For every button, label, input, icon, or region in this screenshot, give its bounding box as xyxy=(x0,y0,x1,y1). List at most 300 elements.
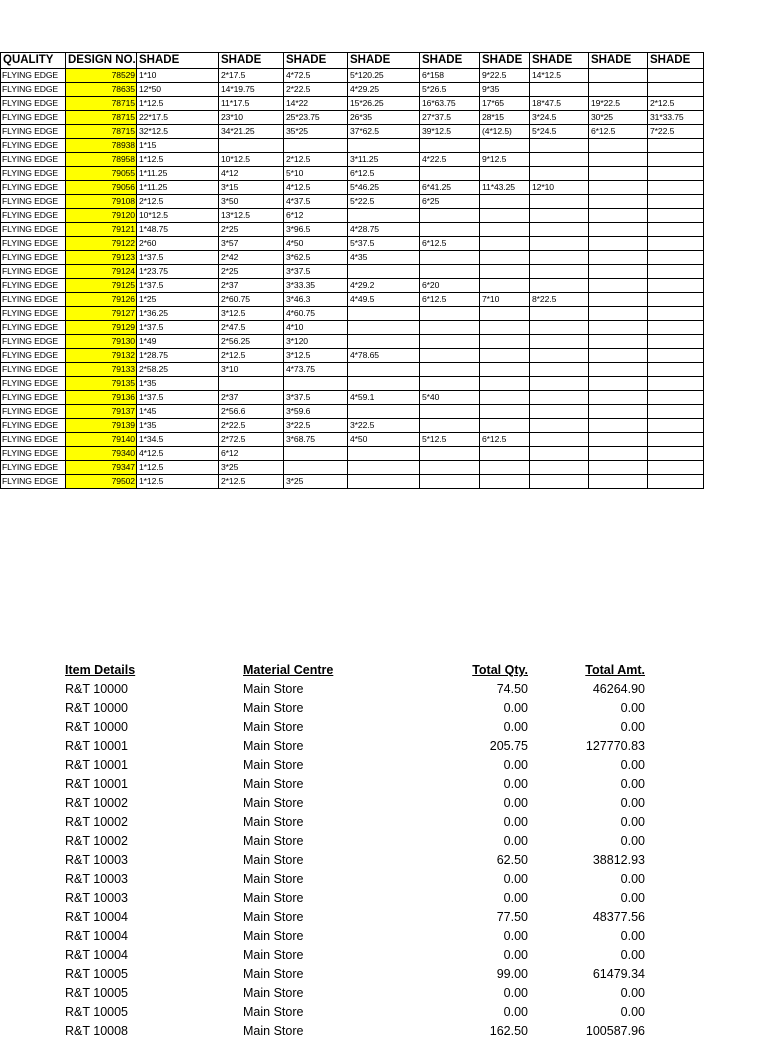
shade-cell xyxy=(589,475,648,489)
shade-cell: 5*10 xyxy=(284,167,348,181)
table-row xyxy=(1,447,704,461)
item-details-cell: R&T 10003 xyxy=(65,891,129,905)
shade-cell: 1*25 xyxy=(137,293,219,307)
header-shade: SHADE xyxy=(589,53,648,69)
shade-cell: 2*37 xyxy=(219,391,284,405)
total-qty-cell: 0.00 xyxy=(503,872,528,886)
shade-cell: 2*22.5 xyxy=(219,419,284,433)
table-row xyxy=(1,335,704,349)
shade-cell xyxy=(480,237,530,251)
report-row xyxy=(0,831,768,850)
material-centre-cell: Main Store xyxy=(243,777,304,791)
shade-cell xyxy=(589,447,648,461)
shade-cell xyxy=(420,167,480,181)
total-amt-cell: 0.00 xyxy=(620,1005,645,1019)
shade-cell xyxy=(648,419,704,433)
total-qty-cell: 0.00 xyxy=(503,777,528,791)
shade-cell xyxy=(420,419,480,433)
table-row xyxy=(1,83,704,97)
shade-cell: 1*12.5 xyxy=(137,97,219,111)
report-row xyxy=(0,812,768,831)
shade-cell xyxy=(348,377,420,391)
table-row xyxy=(1,97,704,111)
shade-cell xyxy=(480,405,530,419)
item-details-cell: R&T 10001 xyxy=(65,777,129,791)
header-shade: SHADE xyxy=(219,53,284,69)
shade-cell xyxy=(648,405,704,419)
shade-cell xyxy=(348,321,420,335)
table-row xyxy=(1,125,704,139)
shade-cell xyxy=(648,251,704,265)
table-row xyxy=(1,265,704,279)
item-details-cell: R&T 10002 xyxy=(65,796,129,810)
shade-cell xyxy=(480,195,530,209)
total-qty-cell: 62.50 xyxy=(496,853,528,867)
quality-cell: FLYING EDGE xyxy=(1,97,66,111)
table-row xyxy=(1,293,704,307)
item-details-cell: R&T 10001 xyxy=(65,758,129,772)
report-row xyxy=(0,964,768,983)
total-qty-cell: 0.00 xyxy=(503,834,528,848)
shade-cell xyxy=(648,209,704,223)
header-shade: SHADE xyxy=(348,53,420,69)
shade-cell xyxy=(348,139,420,153)
design-no-cell: 78715 xyxy=(66,111,137,125)
shade-cell xyxy=(589,139,648,153)
total-amt-cell: 0.00 xyxy=(620,834,645,848)
total-qty-cell: 0.00 xyxy=(503,948,528,962)
shade-cell: 4*12.5 xyxy=(284,181,348,195)
shade-cell xyxy=(589,363,648,377)
shade-cell: 2*12.5 xyxy=(284,153,348,167)
material-centre-cell: Main Store xyxy=(243,929,304,943)
shade-cell xyxy=(648,307,704,321)
shade-cell: 1*15 xyxy=(137,139,219,153)
total-amt-cell: 0.00 xyxy=(620,986,645,1000)
shade-cell xyxy=(530,153,589,167)
quality-cell: FLYING EDGE xyxy=(1,83,66,97)
shade-cell: 9*35 xyxy=(480,83,530,97)
quality-cell: FLYING EDGE xyxy=(1,223,66,237)
shade-cell xyxy=(648,237,704,251)
shade-cell: 1*35 xyxy=(137,419,219,433)
quality-cell: FLYING EDGE xyxy=(1,181,66,195)
total-amt-cell: 46264.90 xyxy=(592,682,645,696)
table-row xyxy=(1,223,704,237)
shade-cell: 4*29.25 xyxy=(348,83,420,97)
table-row xyxy=(1,279,704,293)
shade-cell xyxy=(530,433,589,447)
shade-cell xyxy=(589,237,648,251)
shade-cell: 1*49 xyxy=(137,335,219,349)
shade-cell xyxy=(648,293,704,307)
shade-cell: 3*37.5 xyxy=(284,265,348,279)
total-amt-cell: 0.00 xyxy=(620,796,645,810)
shade-cell xyxy=(420,223,480,237)
item-details-cell: R&T 10003 xyxy=(65,853,129,867)
shade-cell: 4*59.1 xyxy=(348,391,420,405)
shade-cell: (4*12.5) xyxy=(480,125,530,139)
shade-cell xyxy=(420,307,480,321)
shade-cell xyxy=(420,447,480,461)
shade-cell: 6*20 xyxy=(420,279,480,293)
quality-cell: FLYING EDGE xyxy=(1,307,66,321)
shade-cell xyxy=(348,209,420,223)
shade-cell xyxy=(530,307,589,321)
total-amt-cell: 61479.34 xyxy=(592,967,645,981)
report-row xyxy=(0,926,768,945)
shade-cell: 12*10 xyxy=(530,181,589,195)
shade-cell xyxy=(480,377,530,391)
shade-cell: 16*63.75 xyxy=(420,97,480,111)
design-no-cell: 78529 xyxy=(66,69,137,83)
shade-cell: 5*22.5 xyxy=(348,195,420,209)
shade-cell xyxy=(589,321,648,335)
material-centre-cell: Main Store xyxy=(243,1005,304,1019)
shade-cell: 6*12 xyxy=(219,447,284,461)
shade-cell: 2*58.25 xyxy=(137,363,219,377)
header-material-centre: Material Centre xyxy=(243,663,334,677)
quality-cell: FLYING EDGE xyxy=(1,391,66,405)
shade-cell xyxy=(530,405,589,419)
header-shade: SHADE xyxy=(530,53,589,69)
design-no-cell: 79123 xyxy=(66,251,137,265)
shade-cell xyxy=(480,209,530,223)
shade-cell xyxy=(530,139,589,153)
shade-cell xyxy=(420,209,480,223)
shade-cell: 2*42 xyxy=(219,251,284,265)
total-qty-cell: 0.00 xyxy=(503,1005,528,1019)
shade-cell: 39*12.5 xyxy=(420,125,480,139)
shade-cell xyxy=(530,391,589,405)
report-row xyxy=(0,945,768,964)
shade-cell xyxy=(480,139,530,153)
item-details-cell: R&T 10003 xyxy=(65,872,129,886)
shade-cell xyxy=(648,69,704,83)
quality-cell: FLYING EDGE xyxy=(1,433,66,447)
total-qty-cell: 0.00 xyxy=(503,758,528,772)
material-centre-cell: Main Store xyxy=(243,796,304,810)
shade-cell: 5*24.5 xyxy=(530,125,589,139)
table-row xyxy=(1,391,704,405)
shade-cell xyxy=(420,461,480,475)
shade-cell: 1*37.5 xyxy=(137,251,219,265)
shade-cell: 2*37 xyxy=(219,279,284,293)
total-qty-cell: 205.75 xyxy=(489,739,528,753)
quality-cell: FLYING EDGE xyxy=(1,349,66,363)
shade-cell: 11*43.25 xyxy=(480,181,530,195)
report-row xyxy=(0,698,768,717)
shade-cell xyxy=(420,335,480,349)
shade-cell xyxy=(648,335,704,349)
shade-cell: 2*12.5 xyxy=(219,475,284,489)
shade-cell xyxy=(648,391,704,405)
design-no-cell: 79135 xyxy=(66,377,137,391)
shade-cell xyxy=(530,475,589,489)
shade-cell: 1*12.5 xyxy=(137,475,219,489)
shade-cell: 5*12.5 xyxy=(420,433,480,447)
report-row xyxy=(0,774,768,793)
shade-cell xyxy=(648,377,704,391)
shade-cell xyxy=(589,419,648,433)
shade-cell xyxy=(480,279,530,293)
shade-cell xyxy=(219,139,284,153)
shade-cell xyxy=(530,321,589,335)
total-amt-cell: 0.00 xyxy=(620,815,645,829)
design-no-cell: 78715 xyxy=(66,97,137,111)
total-amt-cell: 0.00 xyxy=(620,929,645,943)
shade-cell xyxy=(284,377,348,391)
shade-cell xyxy=(589,293,648,307)
total-amt-cell: 0.00 xyxy=(620,891,645,905)
shade-cell: 3*96.5 xyxy=(284,223,348,237)
shade-cell: 17*65 xyxy=(480,97,530,111)
total-amt-cell: 127770.83 xyxy=(585,739,645,753)
total-amt-cell: 0.00 xyxy=(620,720,645,734)
design-no-cell: 79127 xyxy=(66,307,137,321)
quality-cell: FLYING EDGE xyxy=(1,69,66,83)
shade-cell: 2*12.5 xyxy=(219,349,284,363)
shade-cell xyxy=(589,461,648,475)
shade-cell xyxy=(589,69,648,83)
item-details-cell: R&T 10000 xyxy=(65,701,129,715)
table-row xyxy=(1,167,704,181)
shade-cell: 13*12.5 xyxy=(219,209,284,223)
shade-cell xyxy=(348,265,420,279)
shade-cell xyxy=(348,405,420,419)
header-shade: SHADE xyxy=(284,53,348,69)
report-row xyxy=(0,850,768,869)
shade-cell: 5*26.5 xyxy=(420,83,480,97)
total-qty-cell: 0.00 xyxy=(503,796,528,810)
material-centre-cell: Main Store xyxy=(243,1024,304,1038)
table-row xyxy=(1,237,704,251)
shade-cell: 2*25 xyxy=(219,265,284,279)
shade-cell xyxy=(589,265,648,279)
shade-cell xyxy=(420,363,480,377)
shade-cell xyxy=(480,363,530,377)
shade-cell xyxy=(589,391,648,405)
design-no-cell: 79132 xyxy=(66,349,137,363)
shade-cell: 31*33.75 xyxy=(648,111,704,125)
material-centre-cell: Main Store xyxy=(243,720,304,734)
total-amt-cell: 0.00 xyxy=(620,758,645,772)
shade-cell: 3*25 xyxy=(219,461,284,475)
shade-cell xyxy=(348,335,420,349)
shade-cell: 3*59.6 xyxy=(284,405,348,419)
shade-cell: 6*12 xyxy=(284,209,348,223)
shade-cell xyxy=(648,447,704,461)
shade-cell: 3*15 xyxy=(219,181,284,195)
item-details-cell: R&T 10000 xyxy=(65,720,129,734)
shade-cell xyxy=(530,419,589,433)
shade-cell: 3*37.5 xyxy=(284,391,348,405)
design-no-cell: 78958 xyxy=(66,153,137,167)
design-no-cell: 79140 xyxy=(66,433,137,447)
shade-cell: 9*12.5 xyxy=(480,153,530,167)
item-details-cell: R&T 10000 xyxy=(65,682,129,696)
design-no-cell: 79126 xyxy=(66,293,137,307)
design-no-cell: 79125 xyxy=(66,279,137,293)
material-centre-cell: Main Store xyxy=(243,872,304,886)
report-row xyxy=(0,888,768,907)
table-row xyxy=(1,195,704,209)
shade-cell: 2*12.5 xyxy=(137,195,219,209)
item-details-cell: R&T 10005 xyxy=(65,1005,129,1019)
shade-cell xyxy=(648,139,704,153)
item-details-cell: R&T 10004 xyxy=(65,948,129,962)
shade-cell: 6*12.5 xyxy=(420,293,480,307)
shade-cell xyxy=(420,349,480,363)
design-no-cell: 79121 xyxy=(66,223,137,237)
shade-cell xyxy=(420,405,480,419)
table-row xyxy=(1,475,704,489)
shade-cell: 4*50 xyxy=(348,433,420,447)
total-qty-cell: 0.00 xyxy=(503,986,528,1000)
table-row xyxy=(1,405,704,419)
shade-cell: 19*22.5 xyxy=(589,97,648,111)
shade-cell: 15*26.25 xyxy=(348,97,420,111)
design-no-cell: 79129 xyxy=(66,321,137,335)
sheet-body xyxy=(1,69,704,489)
shade-cell: 1*10 xyxy=(137,69,219,83)
shade-cell: 1*12.5 xyxy=(137,153,219,167)
shade-cell xyxy=(589,181,648,195)
table-row xyxy=(1,111,704,125)
shade-cell: 3*10 xyxy=(219,363,284,377)
header-shade: SHADE xyxy=(480,53,530,69)
shade-cell xyxy=(284,447,348,461)
quality-cell: FLYING EDGE xyxy=(1,153,66,167)
shade-cell xyxy=(480,265,530,279)
shade-cell: 4*28.75 xyxy=(348,223,420,237)
shade-cell: 4*50 xyxy=(284,237,348,251)
shade-cell: 9*22.5 xyxy=(480,69,530,83)
shade-cell xyxy=(530,195,589,209)
shade-cell xyxy=(589,279,648,293)
shade-cell xyxy=(589,167,648,181)
header-total-amt: Total Amt. xyxy=(585,663,645,677)
shade-cell xyxy=(420,321,480,335)
report-row xyxy=(0,907,768,926)
quality-cell: FLYING EDGE xyxy=(1,265,66,279)
design-no-cell: 79122 xyxy=(66,237,137,251)
shade-cell xyxy=(648,167,704,181)
shade-cell xyxy=(648,223,704,237)
shade-cell xyxy=(530,461,589,475)
shade-cell xyxy=(648,363,704,377)
shade-cell xyxy=(348,447,420,461)
shade-cell: 1*11.25 xyxy=(137,181,219,195)
shade-cell: 23*10 xyxy=(219,111,284,125)
quality-cell: FLYING EDGE xyxy=(1,111,66,125)
report-row xyxy=(0,1002,768,1021)
total-qty-cell: 77.50 xyxy=(496,910,528,924)
shade-cell: 4*73.75 xyxy=(284,363,348,377)
report-row xyxy=(0,717,768,736)
design-no-cell: 79056 xyxy=(66,181,137,195)
design-no-cell: 79124 xyxy=(66,265,137,279)
total-qty-cell: 0.00 xyxy=(503,701,528,715)
sheet-header-row xyxy=(1,53,704,69)
shade-cell: 34*21.25 xyxy=(219,125,284,139)
design-no-cell: 79137 xyxy=(66,405,137,419)
shade-cell xyxy=(589,377,648,391)
header-shade: SHADE xyxy=(420,53,480,69)
quality-cell: FLYING EDGE xyxy=(1,363,66,377)
header-design-no: DESIGN NO. xyxy=(66,53,137,69)
shade-cell: 1*37.5 xyxy=(137,321,219,335)
shade-cell: 1*35 xyxy=(137,377,219,391)
shade-cell xyxy=(589,195,648,209)
shade-cell: 4*12.5 xyxy=(137,447,219,461)
total-amt-cell: 0.00 xyxy=(620,777,645,791)
shade-cell: 3*62.5 xyxy=(284,251,348,265)
total-qty-cell: 0.00 xyxy=(503,891,528,905)
shade-cell: 3*22.5 xyxy=(284,419,348,433)
design-no-cell: 79120 xyxy=(66,209,137,223)
shade-cell: 2*60.75 xyxy=(219,293,284,307)
table-row xyxy=(1,251,704,265)
material-centre-cell: Main Store xyxy=(243,853,304,867)
material-centre-cell: Main Store xyxy=(243,910,304,924)
shade-cell xyxy=(284,461,348,475)
quality-cell: FLYING EDGE xyxy=(1,321,66,335)
total-qty-cell: 0.00 xyxy=(503,720,528,734)
shade-cell xyxy=(420,139,480,153)
shade-cell xyxy=(348,461,420,475)
shade-cell: 32*12.5 xyxy=(137,125,219,139)
shade-cell: 4*22.5 xyxy=(420,153,480,167)
shade-cell: 4*35 xyxy=(348,251,420,265)
shade-cell xyxy=(648,153,704,167)
shade-cell: 1*34.5 xyxy=(137,433,219,447)
stock-report xyxy=(0,660,768,1040)
shade-cell: 3*33.35 xyxy=(284,279,348,293)
shade-cell: 1*45 xyxy=(137,405,219,419)
shade-cell xyxy=(530,167,589,181)
shade-cell: 27*37.5 xyxy=(420,111,480,125)
shade-cell xyxy=(648,349,704,363)
table-row xyxy=(1,349,704,363)
shade-cell xyxy=(648,265,704,279)
shade-cell: 2*17.5 xyxy=(219,69,284,83)
shade-cell: 7*22.5 xyxy=(648,125,704,139)
report-body xyxy=(0,679,768,1040)
shade-cell xyxy=(589,405,648,419)
quality-cell: FLYING EDGE xyxy=(1,405,66,419)
design-no-cell: 79130 xyxy=(66,335,137,349)
material-centre-cell: Main Store xyxy=(243,834,304,848)
total-amt-cell: 100587.96 xyxy=(585,1024,645,1038)
shade-cell xyxy=(530,251,589,265)
total-amt-cell: 38812.93 xyxy=(592,853,645,867)
shade-cell xyxy=(530,335,589,349)
shade-cell: 4*12 xyxy=(219,167,284,181)
shade-cell: 3*46.3 xyxy=(284,293,348,307)
shade-cell xyxy=(648,195,704,209)
shade-cell xyxy=(480,475,530,489)
shade-cell: 6*12.5 xyxy=(589,125,648,139)
shade-cell xyxy=(530,83,589,97)
design-no-cell: 79133 xyxy=(66,363,137,377)
shade-cell xyxy=(530,279,589,293)
shade-cell: 6*12.5 xyxy=(348,167,420,181)
shade-cell: 14*19.75 xyxy=(219,83,284,97)
quality-cell: FLYING EDGE xyxy=(1,139,66,153)
shade-cell xyxy=(530,265,589,279)
shade-cell: 10*12.5 xyxy=(137,209,219,223)
